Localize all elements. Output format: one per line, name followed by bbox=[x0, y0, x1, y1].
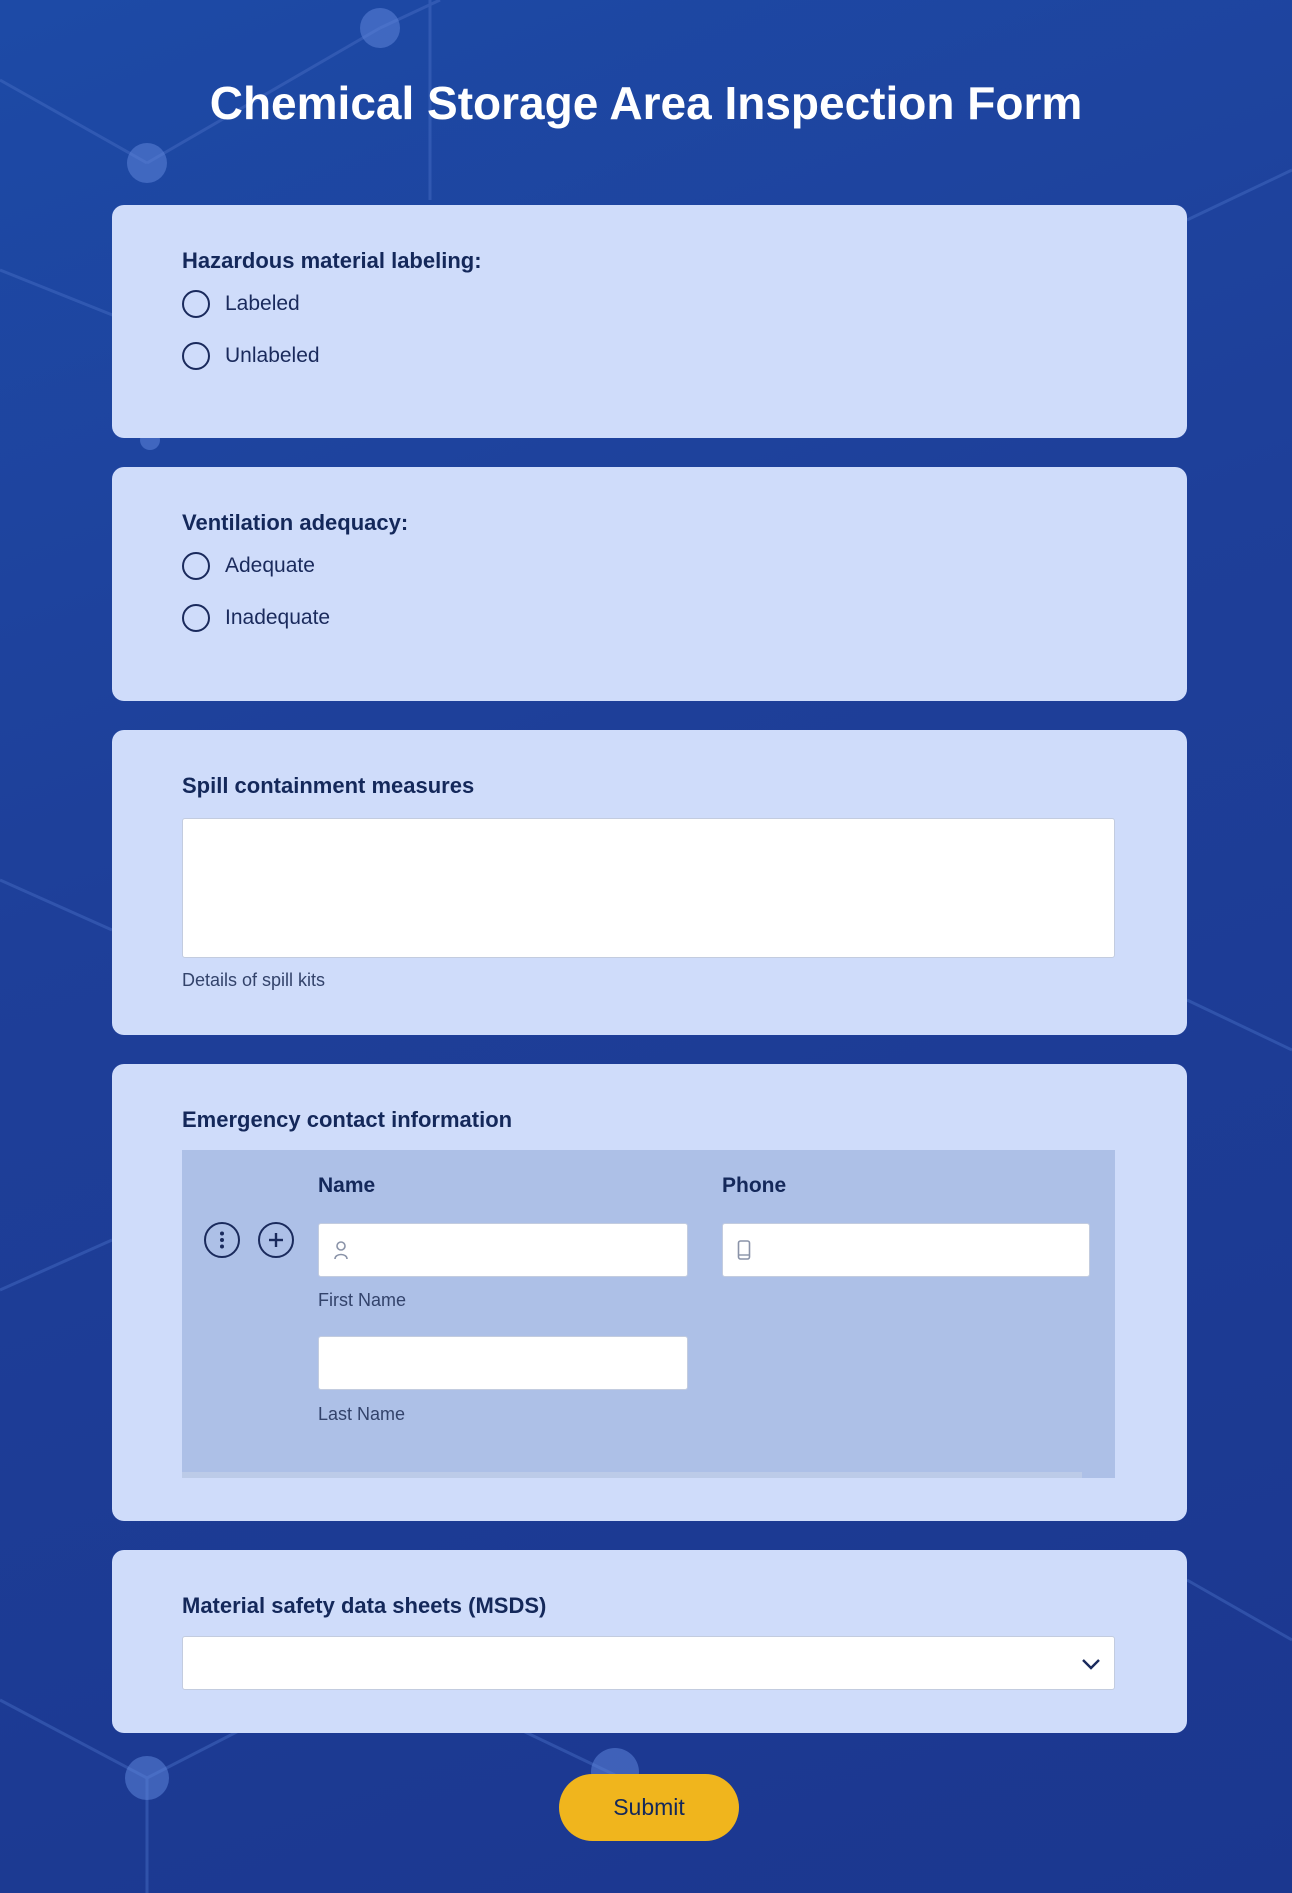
labeling-card bbox=[112, 205, 1187, 438]
phone-icon bbox=[737, 1240, 751, 1260]
labeling-option-labeled[interactable] bbox=[182, 289, 300, 319]
labeling-question-label: Hazardous material labeling: bbox=[182, 248, 482, 273]
spill-question-label: Spill containment measures bbox=[182, 773, 475, 798]
page-title: Chemical Storage Area Inspection Form bbox=[209, 77, 1083, 129]
last-name-input[interactable] bbox=[318, 1336, 688, 1390]
ventilation-card bbox=[112, 467, 1187, 701]
horizontal-scrollbar[interactable] bbox=[182, 1472, 1082, 1478]
row-options-button[interactable] bbox=[204, 1222, 240, 1258]
emergency-card bbox=[112, 1064, 1187, 1521]
labeling-option-unlabeled[interactable] bbox=[182, 341, 320, 371]
radio-option-label: Labeled bbox=[225, 292, 300, 315]
last-name-sublabel: Last Name bbox=[318, 1404, 406, 1424]
emergency-question-label: Emergency contact information bbox=[182, 1107, 513, 1132]
phone-input[interactable] bbox=[722, 1223, 1090, 1277]
phone-column-header: Phone bbox=[722, 1174, 787, 1197]
contact-matrix bbox=[182, 1150, 1115, 1478]
msds-dropdown[interactable] bbox=[182, 1636, 1115, 1690]
name-column-header: Name bbox=[318, 1174, 376, 1197]
spill-details-textarea[interactable] bbox=[182, 818, 1115, 958]
msds-question-label: Material safety data sheets (MSDS) bbox=[182, 1593, 547, 1618]
ventilation-option-inadequate[interactable] bbox=[182, 603, 330, 633]
radio-button[interactable] bbox=[182, 604, 210, 632]
radio-option-label: Inadequate bbox=[225, 606, 331, 629]
chevron-down-icon bbox=[1080, 1653, 1102, 1675]
ventilation-question-label: Ventilation adequacy: bbox=[182, 510, 409, 535]
spill-card bbox=[112, 730, 1187, 1035]
radio-option-label: Adequate bbox=[225, 554, 315, 577]
radio-button[interactable] bbox=[182, 342, 210, 370]
user-icon bbox=[333, 1240, 349, 1260]
radio-button[interactable] bbox=[182, 552, 210, 580]
msds-card bbox=[112, 1550, 1187, 1733]
plus-icon bbox=[268, 1232, 284, 1248]
spill-sublabel: Details of spill kits bbox=[182, 970, 326, 990]
first-name-sublabel: First Name bbox=[318, 1290, 407, 1310]
radio-option-label: Unlabeled bbox=[225, 344, 320, 367]
add-row-button[interactable] bbox=[258, 1222, 294, 1258]
submit-button[interactable]: Submit bbox=[559, 1774, 739, 1841]
radio-button[interactable] bbox=[182, 290, 210, 318]
first-name-input[interactable] bbox=[318, 1223, 688, 1277]
more-vertical-icon bbox=[219, 1231, 225, 1249]
ventilation-option-adequate[interactable] bbox=[182, 551, 315, 581]
